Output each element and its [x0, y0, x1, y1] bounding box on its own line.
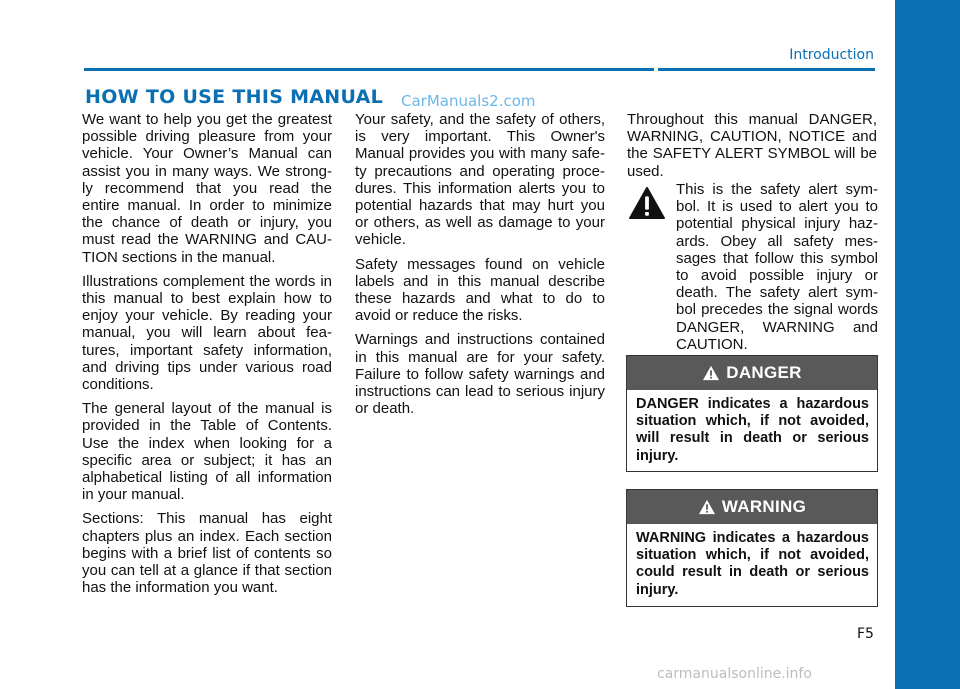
danger-text: DANGER indicates a hazardous situation which, if not avoided, will result in death or serious injury.	[636, 396, 869, 464]
danger-box	[626, 355, 878, 472]
header-rule	[84, 68, 875, 71]
warning-heading-bar	[627, 490, 877, 524]
section-label: Introduction	[789, 47, 874, 63]
alert-symbol-description: This is the safety alert sym-bol. It is used to alert you to potential physical injury haz-ards. Obey all safety mes-sages that follow this symbol to avoid possible injury or death. The safety alert sym-bol precedes the signal words DANGER, WARNING and CAUTION.	[676, 181, 878, 353]
header-rule-gap	[654, 68, 658, 71]
col2-paragraph: Your safety, and the safety of others, is very important. This Owner's Manual provides you with many safe-ty precautions and operating proce-dures. This information alerts you to potential hazards that may hurt you or others, as well as damage to your vehicle.	[355, 111, 605, 249]
watermark-top: CarManuals2.com	[401, 92, 536, 110]
column-3	[627, 111, 877, 187]
warning-triangle-icon	[702, 365, 720, 381]
warning-text: WARNING indicates a hazardous situation which, if not avoided, could result in death or serious injury.	[636, 530, 869, 598]
col1-paragraph: We want to help you get the greatest possible driving pleasure from your vehicle. Your Owner’s Manual can assist you in many ways. We strong-ly recommend that you read the entire manual. In order to minimize the chance of death or injury, you must read the WARNING and CAU-TION sections in the manual.	[82, 111, 332, 266]
warning-triangle-icon	[628, 186, 666, 220]
danger-heading: DANGER	[726, 363, 802, 382]
col2-paragraph: Safety messages found on vehicle labels and in this manual describe these hazards and what to do to avoid or reduce the risks.	[355, 255, 605, 325]
warning-heading: WARNING	[721, 497, 807, 516]
col1-paragraph: Sections: This manual has eight chapters plus an index. Each section begins with a brief list of contents so you can tell at a glance if that section has the information you want.	[82, 510, 332, 597]
col3-intro: Throughout this manual DANGER, WARNING, CAUTION, NOTICE and the SAFETY ALERT SYMBOL will be used.	[627, 111, 877, 180]
watermark-bottom: carmanualsonline.info	[657, 666, 812, 682]
col1-paragraph: The general layout of the manual is provided in the Table of Contents. Use the index when looking for a specific area or subject; it has an alphabetical listing of all information in your manual.	[82, 400, 332, 504]
col1-paragraph: Illustrations complement the words in this manual to best explain how to enjoy your vehicle. By reading your manual, you will learn about fea-tures, important safety information, and driving tips under various road conditions.	[82, 272, 332, 394]
page-title: HOW TO USE THIS MANUAL	[85, 86, 384, 108]
warning-triangle-icon	[698, 499, 716, 515]
warning-box	[626, 489, 878, 607]
column-2	[355, 111, 605, 424]
col2-paragraph: Warnings and instructions contained in this manual are for your safety. Failure to follow safety warnings and instructions can lead to serious injury or death.	[355, 331, 605, 418]
danger-heading-bar	[627, 356, 877, 390]
chapter-side-tab	[895, 0, 960, 689]
column-1	[82, 111, 332, 603]
page-number: F5	[857, 626, 874, 642]
